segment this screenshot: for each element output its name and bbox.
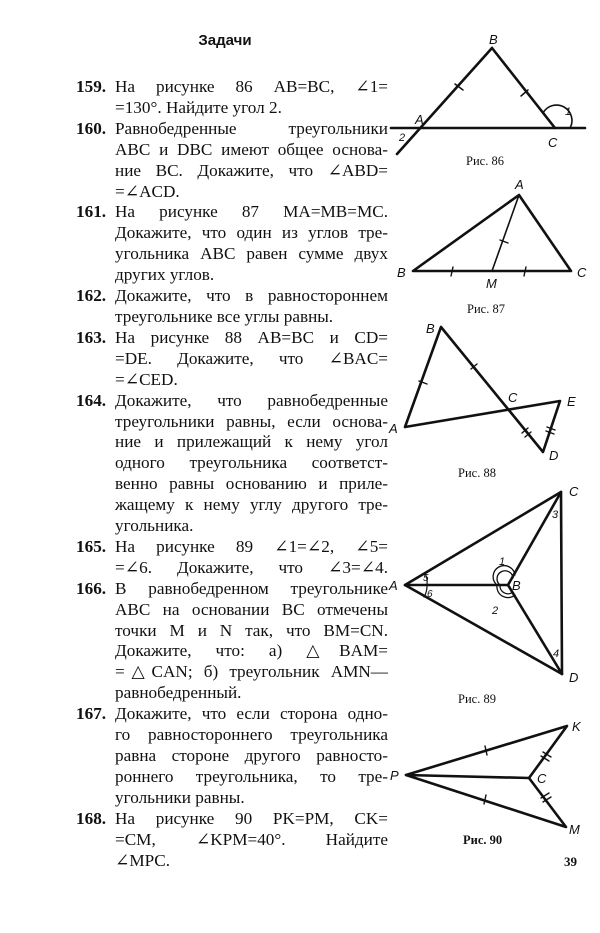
label-B: B	[512, 578, 521, 593]
problem-line: ∠MPC.	[115, 850, 171, 870]
label-C: C	[508, 390, 518, 405]
figure-caption-87: Рис. 87	[467, 302, 505, 316]
problem-number: 161.	[76, 202, 107, 222]
problem-line: =DE. Докажите, что ∠BAC=	[115, 348, 388, 368]
figure-88	[405, 327, 560, 452]
problem-line: ABC на основании BC отмечены	[115, 599, 388, 619]
problem-line: треугольнике все углы равны.	[115, 306, 334, 326]
figure-caption-86: Рис. 86	[466, 154, 504, 168]
problem-line: На рисунке 90 PK=PM, CK=	[115, 808, 388, 828]
problem-line: угольники равны.	[115, 787, 245, 807]
problem-line: ние BC. Докажите, что ∠ABD=	[115, 160, 388, 180]
problem-line: равна стороне другого равносто-	[115, 746, 388, 765]
problem-line: одного треугольника соответст-	[115, 453, 388, 473]
problem-line: =∠6. Докажите, что ∠3=∠4.	[115, 557, 388, 577]
problem-line: =CM, ∠KPM=40°. Найдите	[115, 829, 388, 849]
problem-line: Докажите, что один из углов тре-	[115, 223, 388, 243]
problem-line: ние и прилежащий к нему угол	[115, 432, 388, 452]
problem-line: Докажите, что равнобедренные	[115, 390, 388, 410]
problem-line: ABC и DBC имеют общее основа-	[115, 139, 388, 159]
problem-line: точки M и N так, что BM=CN.	[115, 620, 388, 640]
label-angle-6: 6	[427, 589, 433, 600]
problem-line: го равностороннего треугольника	[115, 725, 388, 745]
label-C: C	[569, 484, 579, 499]
label-K: K	[572, 719, 581, 734]
problem-line: =△CAN; б) треугольник AMN—	[115, 662, 388, 682]
problem-line: На рисунке 86 AB=BC, ∠1=	[115, 77, 388, 96]
problem-line: жащему к нему углу другого тре-	[115, 495, 388, 515]
problem-number: 166.	[76, 578, 107, 598]
problem-number: 160.	[76, 118, 107, 138]
label-angle-1: 1	[565, 106, 572, 118]
problem-line: других углов.	[115, 265, 215, 285]
label-M: M	[569, 822, 580, 837]
problem-line: венно равны основанию и приле-	[115, 474, 388, 494]
problem-number: 165.	[76, 536, 107, 556]
label-A: A	[389, 578, 398, 593]
label-C: C	[577, 265, 587, 280]
problem-line: =130°. Найдите угол 2.	[115, 97, 282, 117]
label-B: B	[489, 32, 498, 47]
page-heading: Задачи	[198, 32, 252, 49]
problem-line: угольника.	[115, 516, 194, 536]
problem-line: равнобедренный.	[115, 683, 242, 703]
page-number: 39	[564, 854, 577, 869]
label-M: M	[486, 276, 497, 291]
problem-line: =∠ACD.	[115, 181, 180, 201]
label-angle-3: 3	[552, 509, 559, 521]
problem-number: 164.	[76, 390, 107, 410]
figure-caption-89: Рис. 89	[458, 692, 496, 706]
label-angle-1: 1	[499, 556, 506, 568]
label-C: C	[548, 135, 558, 150]
label-E: E	[567, 394, 576, 409]
problem-line: На рисунке 88 AB=BC и CD=	[115, 327, 388, 347]
problem-number: 167.	[76, 704, 107, 724]
problem-number: 163.	[76, 327, 107, 347]
label-P: P	[390, 768, 399, 783]
figure-87	[413, 195, 571, 276]
problem-line: Равнобедренные треугольники	[115, 118, 388, 138]
problem-line: В равнобедренном треугольнике	[115, 578, 388, 598]
problem-line: роннего треугольника, то тре-	[115, 766, 388, 786]
problem-line: Докажите, что если сторона одно-	[115, 704, 388, 724]
problem-line: На рисунке 87 MA=MB=MC.	[115, 202, 388, 222]
problem-line: треугольники равны, если основа-	[115, 411, 388, 431]
problem-number: 162.	[76, 286, 107, 306]
figure-caption-90: Рис. 90	[463, 833, 503, 847]
label-angle-4: 4	[553, 648, 560, 660]
problem-line: На рисунке 89 ∠1=∠2, ∠5=	[115, 536, 388, 556]
problem-line: Докажите, что: а) △BAM=	[115, 641, 388, 661]
label-A: A	[389, 421, 398, 436]
label-C: C	[537, 771, 547, 786]
problem-line: Докажите, что в равностороннем	[115, 286, 388, 306]
label-A: A	[515, 177, 524, 192]
figure-caption-88: Рис. 88	[458, 466, 496, 480]
label-B: B	[397, 265, 406, 280]
problem-line: угольника ABC равен сумме двух	[115, 244, 388, 264]
label-D: D	[549, 448, 559, 463]
problem-number: 159.	[76, 77, 107, 96]
label-angle-2: 2	[399, 132, 406, 144]
label-A: A	[415, 112, 424, 127]
label-D: D	[569, 670, 579, 685]
label-B: B	[426, 321, 435, 336]
label-angle-5: 5	[423, 573, 429, 584]
label-angle-2: 2	[492, 605, 499, 617]
problem-line: =∠CED.	[115, 369, 178, 389]
problem-number: 168.	[76, 808, 107, 828]
